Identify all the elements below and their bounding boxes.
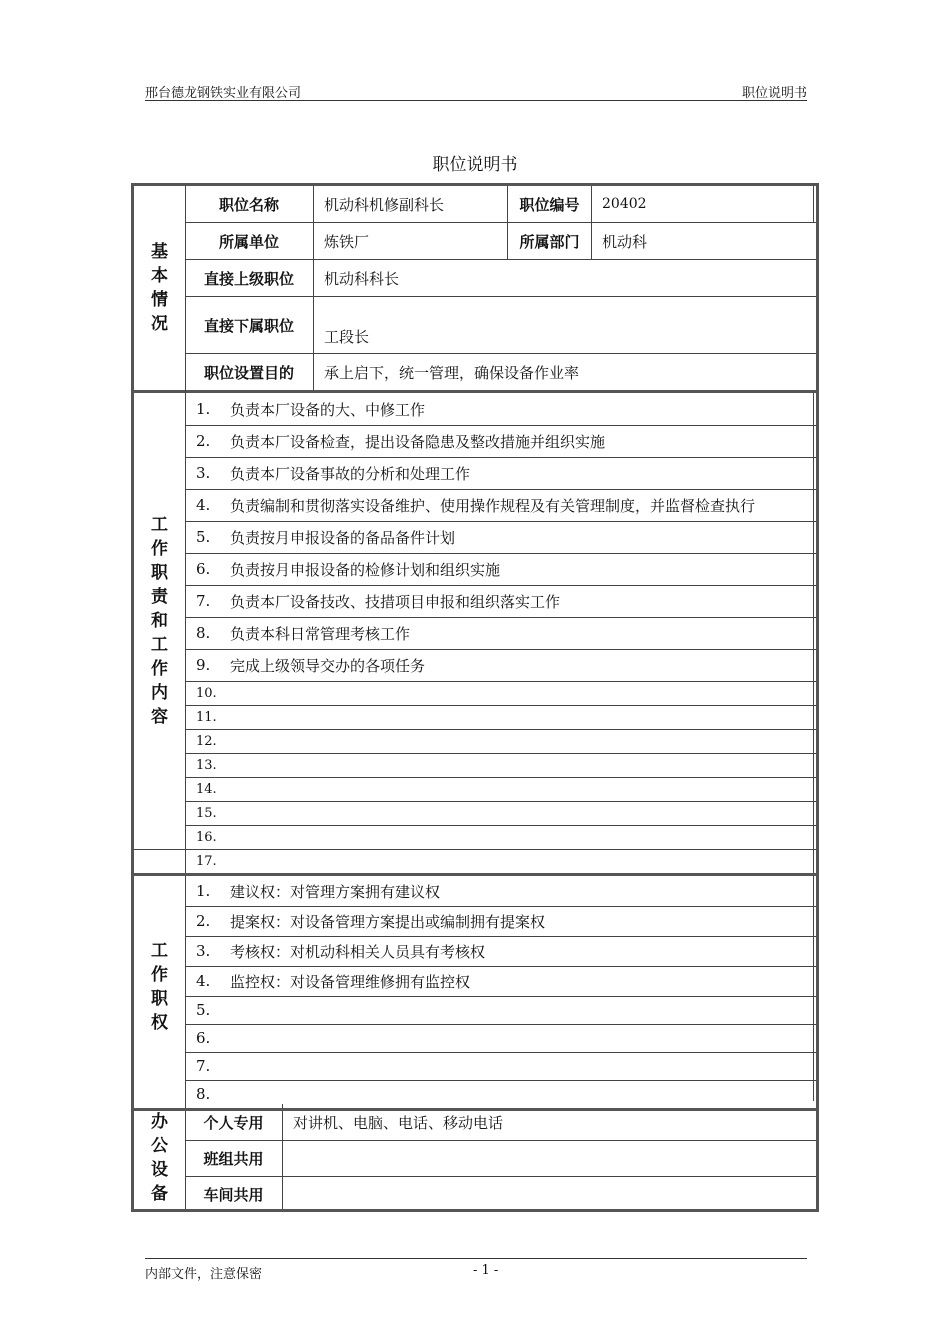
subordinate-label: 直接下属职位 xyxy=(203,316,294,335)
header-doc-type: 职位说明书 xyxy=(741,86,807,101)
position-code-label: 职位编号 xyxy=(519,195,580,214)
duty-item-number: 8. xyxy=(196,624,211,642)
duty-item xyxy=(188,801,813,825)
position-name-label: 职位名称 xyxy=(218,195,279,214)
section-basic-label: 基本情况 xyxy=(151,242,168,334)
authority-item-number: 4. xyxy=(196,972,211,990)
duty-item xyxy=(188,553,813,585)
duty-item-number: 10. xyxy=(196,685,217,701)
duty-item xyxy=(188,425,813,457)
authority-item xyxy=(188,1052,813,1080)
duty-item-number: 12. xyxy=(196,733,217,749)
position-code-value: 20402 xyxy=(602,196,647,212)
authority-item xyxy=(188,876,813,906)
workshop-equipment-label: 车间共用 xyxy=(203,1186,264,1204)
job-description-table xyxy=(131,183,819,1212)
duty-item-number: 4. xyxy=(196,496,211,514)
dept-value: 机动科 xyxy=(602,232,648,251)
duty-item-text: 负责编制和贯彻落实设备维护、使用操作规程及有关管理制度，并监督检查执行 xyxy=(230,496,756,515)
section-equipment-label: 办公设备 xyxy=(151,1112,168,1204)
duty-item xyxy=(188,753,813,777)
duty-item-number: 7. xyxy=(196,592,211,610)
duty-item-number: 1. xyxy=(196,400,211,418)
authority-item-number: 5. xyxy=(196,1001,211,1019)
authority-item xyxy=(188,1024,813,1052)
authority-item-number: 2. xyxy=(196,912,211,930)
authority-item-number: 1. xyxy=(196,882,211,900)
authority-item xyxy=(188,1080,813,1108)
superior-value: 机动科科长 xyxy=(324,269,400,288)
duty-item-text: 负责本科日常管理考核工作 xyxy=(230,624,411,643)
duty-item xyxy=(188,681,813,705)
duty-item xyxy=(188,777,813,801)
page-number: - 1 - xyxy=(473,1263,499,1278)
duty-item-number: 16. xyxy=(196,829,217,845)
duty-item-text: 负责本厂设备技改、技措项目申报和组织落实工作 xyxy=(230,592,561,611)
duty-item-number: 9. xyxy=(196,656,211,674)
unit-label: 所属单位 xyxy=(218,232,279,251)
subordinate-value: 工段长 xyxy=(324,328,370,346)
duty-item-number: 17. xyxy=(196,853,217,869)
duty-item-number: 13. xyxy=(196,757,217,773)
duty-item xyxy=(188,457,813,489)
duty-item-text: 负责本厂设备事故的分析和处理工作 xyxy=(230,464,471,483)
section-authority-label: 工作职权 xyxy=(151,941,168,1033)
duty-item xyxy=(188,489,813,521)
authority-item-number: 6. xyxy=(196,1029,211,1047)
dept-label: 所属部门 xyxy=(519,232,580,251)
duty-item-number: 11. xyxy=(196,709,217,725)
authority-item-number: 8. xyxy=(196,1085,211,1103)
duty-item-number: 6. xyxy=(196,560,211,578)
authority-item-text: 提案权：对设备管理方案提出或编制拥有提案权 xyxy=(230,912,546,931)
workshop-equipment-value xyxy=(283,1177,813,1212)
authority-item xyxy=(188,996,813,1024)
authority-item-number: 7. xyxy=(196,1057,211,1075)
duty-item-text: 负责本厂设备检查，提出设备隐患及整改措施并组织实施 xyxy=(230,432,606,451)
duty-item-text: 负责按月申报设备的检修计划和组织实施 xyxy=(230,560,501,579)
authority-item xyxy=(188,966,813,996)
duty-item xyxy=(188,617,813,649)
duty-item xyxy=(188,649,813,681)
duty-item-number: 2. xyxy=(196,432,211,450)
authority-item-number: 3. xyxy=(196,942,211,960)
duty-item xyxy=(188,521,813,553)
duty-item xyxy=(188,729,813,753)
duty-item xyxy=(188,585,813,617)
team-equipment-label: 班组共用 xyxy=(203,1150,264,1168)
authority-item-text: 考核权：对机动科相关人员具有考核权 xyxy=(230,942,486,961)
duty-item-number: 15. xyxy=(196,805,217,821)
page-header xyxy=(145,82,807,101)
duty-item xyxy=(188,705,813,729)
duty-item-number: 14. xyxy=(196,781,217,797)
personal-equipment-value: 对讲机、电脑、电话、移动电话 xyxy=(293,1113,504,1132)
company-name: 邢台德龙钢铁实业有限公司 xyxy=(145,86,302,101)
duty-item-text: 负责本厂设备的大、中修工作 xyxy=(230,400,426,419)
authority-item xyxy=(188,936,813,966)
personal-equipment-label: 个人专用 xyxy=(203,1113,264,1132)
duty-item-text: 完成上级领导交办的各项任务 xyxy=(230,656,426,675)
authority-item-text: 监控权：对设备管理维修拥有监控权 xyxy=(230,972,471,991)
page-title: 职位说明书 xyxy=(432,155,518,175)
unit-value: 炼铁厂 xyxy=(324,232,370,251)
authority-item-text: 建议权：对管理方案拥有建议权 xyxy=(230,882,441,901)
position-name-value: 机动科机修副科长 xyxy=(324,195,445,214)
confidential-note: 内部文件，注意保密 xyxy=(145,1267,263,1282)
page-footer xyxy=(145,1258,807,1282)
purpose-label: 职位设置目的 xyxy=(203,363,294,382)
authority-item xyxy=(188,906,813,936)
duty-item xyxy=(188,825,813,849)
duty-item-number: 3. xyxy=(196,464,211,482)
section-duties-label: 工作职责和工作内容 xyxy=(151,515,168,727)
team-equipment-value xyxy=(283,1141,813,1176)
duty-item-number: 5. xyxy=(196,528,211,546)
duty-item xyxy=(188,849,813,873)
duty-item xyxy=(188,393,813,425)
purpose-value: 承上启下，统一管理，确保设备作业率 xyxy=(324,363,580,382)
superior-label: 直接上级职位 xyxy=(203,269,294,288)
duty-item-text: 负责按月申报设备的备品备件计划 xyxy=(230,528,456,547)
